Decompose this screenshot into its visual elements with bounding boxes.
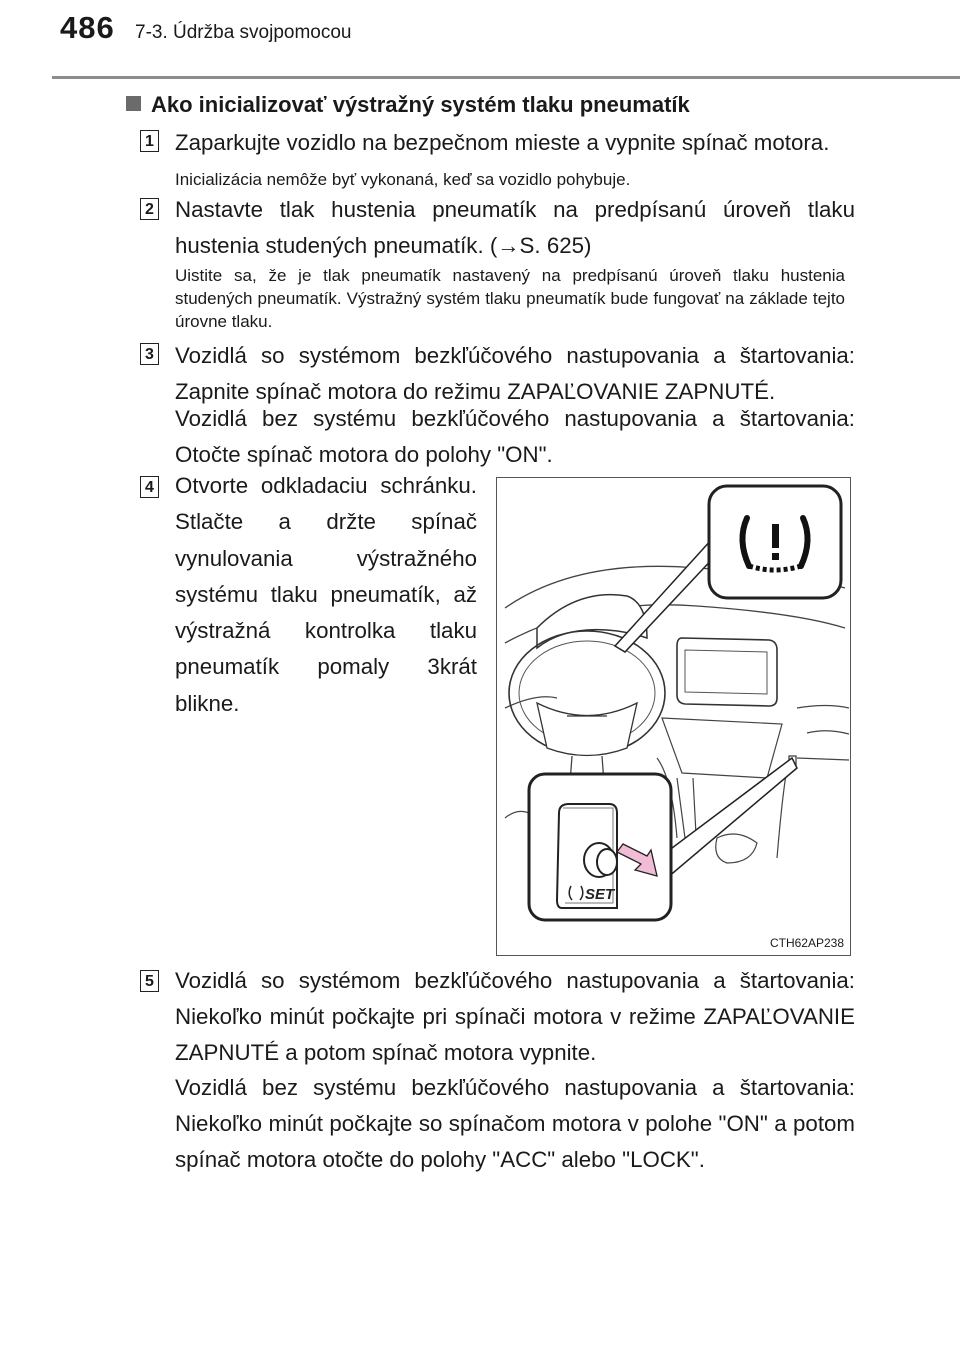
step-3-text-a: Vozidlá so systémom bezkľúčového nastupovania a štartovania: Zapnite spínač motora do režimu ZAPAĽOVANIE ZAPNUTÉ. [175, 343, 855, 404]
step-number-3: 3 [140, 343, 159, 365]
step-number-4: 4 [140, 476, 159, 498]
section-heading [126, 92, 690, 118]
step-2-text-line2: hustenia studených pneumatík. (→S. 625) [175, 233, 592, 258]
page-header [0, 0, 960, 80]
step-2-note: Uistite sa, že je tlak pneumatík nastavený na predpísanú úroveň tlaku hustenia studených pneumatík. Výstražný systém tlaku pneumatík bude fungovať na základe tejto úrovne tlaku. [175, 266, 845, 331]
step-number-1: 1 [140, 130, 159, 152]
step-1-note: Inicializácia nemôže byť vykonaná, keď sa vozidlo pohybuje. [175, 170, 631, 189]
bullet-square-icon [126, 96, 141, 111]
step-2-text-line1: Nastavte tlak hustenia pneumatík na predpísanú úroveň tlaku [175, 197, 855, 222]
tpms-reset-illustration [496, 477, 851, 956]
set-label: SET [585, 886, 615, 903]
step-3-text-b: Vozidlá bez systému bezkľúčového nastupovania a štartovania: Otočte spínač motora do polohy "ON". [175, 406, 855, 467]
page-number: 486 [60, 10, 115, 45]
step-5-text-a: Vozidlá so systémom bezkľúčového nastupovania a štartovania: Niekoľko minút počkajte pri spínači motora v režime ZAPAĽOVANIE ZAPNUTÉ a potom spínač motora vypnite. [175, 968, 855, 1065]
step-5-text-b: Vozidlá bez systému bezkľúčového nastupovania a štartovania: Niekoľko minút počkajte so spínačom motora v polohe "ON" a potom spínač motora otočte do polohy "ACC" alebo "LOCK". [175, 1075, 855, 1172]
chapter-title: 7-3. Údržba svojpomocou [135, 22, 352, 43]
step-4-text: Otvorte odkladaciu schránku. Stlačte a držte spínač vynulovania výstražného systému tlaku pneumatík, až výstražná kontrolka tlaku pneumatík pomaly 3krát blikne. [175, 473, 477, 716]
header-divider [52, 76, 960, 79]
illustration-svg [497, 478, 849, 954]
step-number-2: 2 [140, 198, 159, 220]
section-heading-text: Ako inicializovať výstražný systém tlaku pneumatík [151, 92, 690, 117]
figure-code: CTH62AP238 [769, 936, 844, 950]
step-number-5: 5 [140, 970, 159, 992]
step-1-text: Zaparkujte vozidlo na bezpečnom mieste a vypnite spínač motora. [175, 130, 830, 155]
